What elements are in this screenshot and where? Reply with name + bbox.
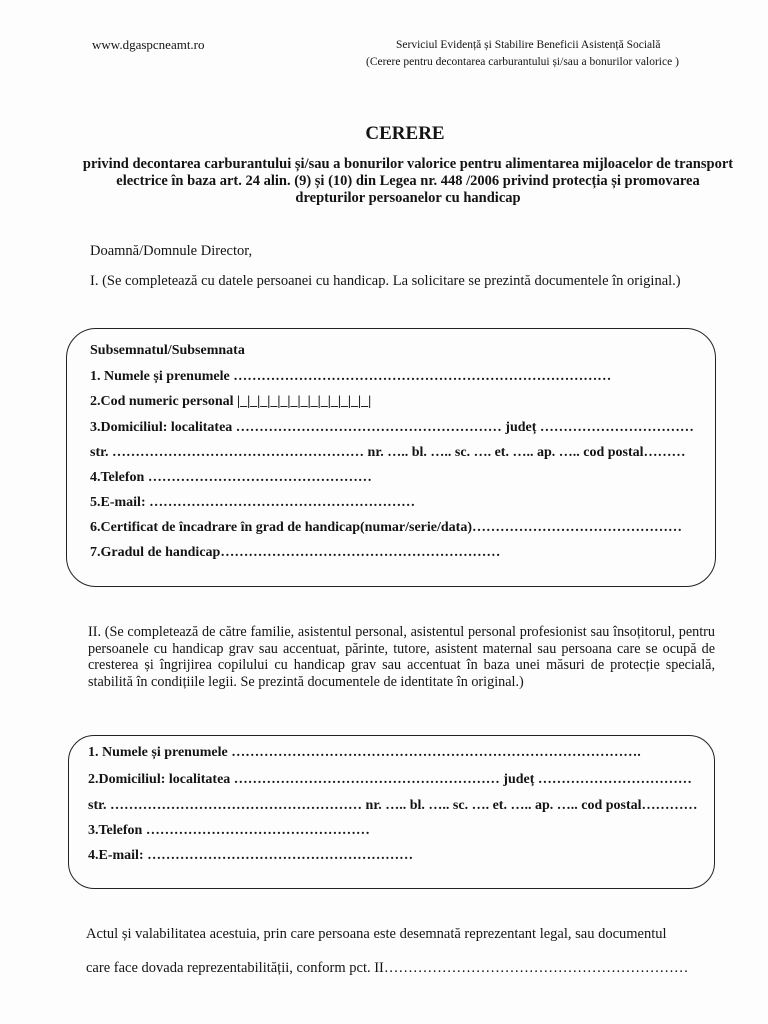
- s2-email-field[interactable]: 4.E-mail: …………………………………………………: [88, 848, 414, 863]
- s1-email-field[interactable]: 5.E-mail: …………………………………………………: [90, 495, 416, 510]
- s1-degree-field[interactable]: 7.Gradul de handicap……………………………………………………: [90, 545, 501, 560]
- s1-phone-field[interactable]: 4.Telefon …………………………………………: [90, 470, 372, 485]
- s1-street-field[interactable]: str. ……………………………………………… nr. ….. bl. ….. sc. …. et. ….. ap. ….. cod postal………: [90, 445, 686, 460]
- s1-certificate-field[interactable]: 6.Certificat de încadrare în grad de handicap(numar/serie/data)………………………………………: [90, 520, 682, 535]
- section2-intro: II. (Se completează de către familie, asistentul personal, asistentul personal profesionist sau însoțitorul, pentru persoanele cu handicap grav sau accentuat, părinte, tutore, asistent maternal sau persoana care se ocupă de cresterea și îngrijirea copilului cu handicap grav sau accentuat în baza unei măsuri de protecție specială, stabilită în condițiile legii. Se prezintă documentele de identitate în original.): [88, 624, 715, 690]
- document-title: CERERE: [365, 123, 445, 144]
- representative-field[interactable]: care face dovada reprezentabilității, conform pct. II………………………………………………………: [86, 960, 689, 976]
- s2-street-field[interactable]: str. ……………………………………………… nr. ….. bl. ….. sc. …. et. ….. ap. ….. cod postal…………: [88, 798, 698, 813]
- form-reference: (Cerere pentru decontarea carburantului și/sau a bonurilor valorice ): [366, 56, 679, 68]
- s2-name-field[interactable]: 1. Numele și prenumele …………………………………………………………………………….: [88, 745, 641, 760]
- website-url: www.dgaspcneamt.ro: [92, 37, 205, 52]
- service-name: Serviciul Evidență și Stabilire Beneficii Asistență Socială: [396, 39, 661, 51]
- s2-locality-field[interactable]: 2.Domiciliul: localitatea ………………………………………………… județ ……………………………: [88, 772, 692, 787]
- representative-text: Actul și valabilitatea acestuia, prin care persoana este desemnată reprezentant legal, sau documentul: [86, 926, 667, 942]
- greeting: Doamnă/Domnule Director,: [90, 243, 253, 259]
- s1-locality-field[interactable]: 3.Domiciliul: localitatea ………………………………………………… județ ……………………………: [90, 420, 694, 435]
- section1-intro: I. (Se completează cu datele persoanei cu handicap. La solicitare se prezintă documentele în original.): [90, 273, 681, 289]
- s2-phone-field[interactable]: 3.Telefon …………………………………………: [88, 823, 370, 838]
- document-subtitle: privind decontarea carburantului și/sau a bonurilor valorice pentru alimentarea mijloacelor de transport electrice în baza art. 24 alin. (9) și (10) din Legea nr. 448 /2006 privind protecția și promovarea drepturilor persoanelor cu handicap: [82, 156, 734, 206]
- subsemnatul-label: Subsemnatul/Subsemnata: [90, 343, 245, 358]
- s1-name-field[interactable]: 1. Numele și prenumele ………………………………………………………………………: [90, 369, 612, 384]
- s1-cnp-field[interactable]: 2.Cod numeric personal |_|_|_|_|_|_|_|_|_|_|_|_|_|: [90, 394, 372, 409]
